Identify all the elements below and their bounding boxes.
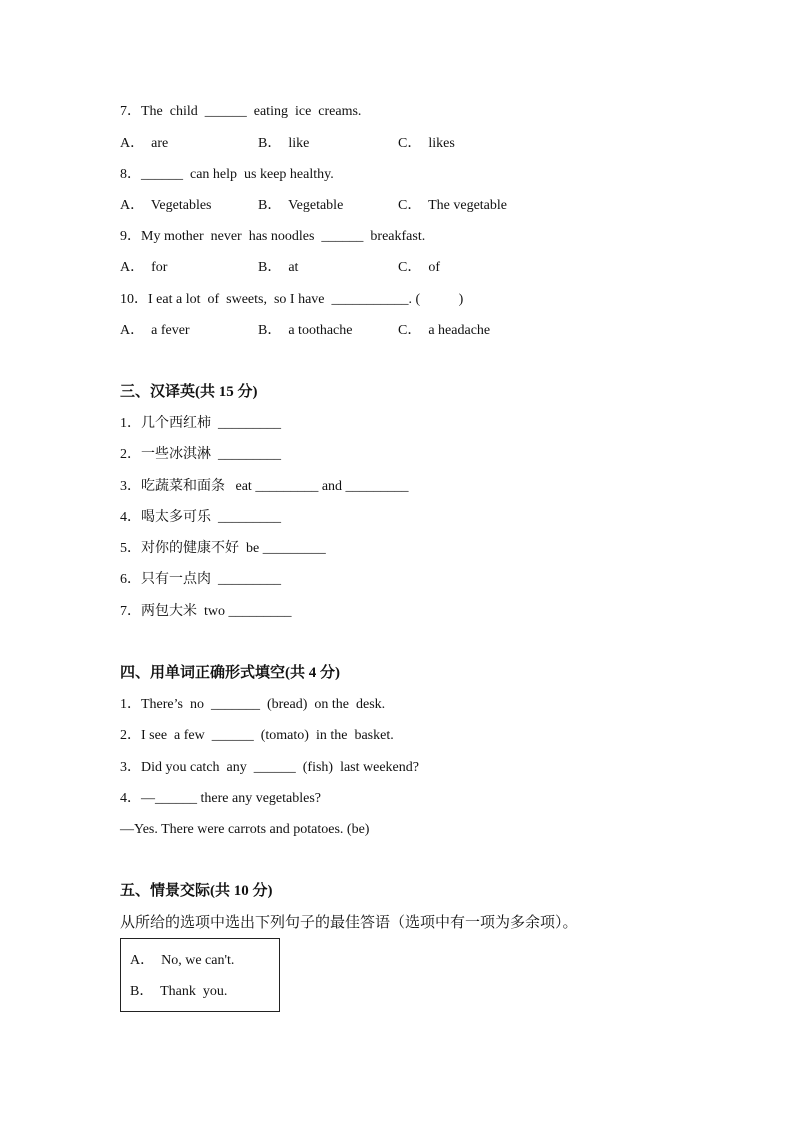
section-3-title: 三、汉译英(共 15 分) [120, 384, 258, 400]
q8-option-b: B． Vegetable [258, 198, 344, 213]
section-4-item-4: 4．—______ there any vegetables? [120, 791, 321, 806]
q9-option-a: A． for [120, 260, 168, 275]
section-5-title: 五、情景交际(共 10 分) [120, 883, 273, 899]
section-3-item-7: 7．两包大米 two _________ [120, 604, 292, 619]
section-3-item-4: 4．喝太多可乐 _________ [120, 510, 281, 525]
q7-option-c: C． likes [398, 136, 455, 151]
question-9: 9．My mother never has noodles ______ breakfast. [120, 229, 426, 244]
section-3-item-1: 1．几个西红柿 _________ [120, 416, 281, 431]
question-7: 7．The child ______ eating ice creams. [120, 104, 362, 119]
section-3-item-2: 2．一些冰淇淋 _________ [120, 447, 281, 462]
section-5-instruction: 从所给的选项中选出下列句子的最佳答语（选项中有一项为多余项）。 [120, 915, 578, 931]
q8-option-a: A． Vegetables [120, 198, 212, 213]
section-4-title: 四、用单词正确形式填空(共 4 分) [120, 665, 340, 681]
options-box [120, 938, 280, 1012]
section-3-item-6: 6．只有一点肉 _________ [120, 572, 281, 587]
q10-option-b: B． a toothache [258, 323, 353, 338]
section-4-item-1: 1．There’s no _______ (bread) on the desk. [120, 697, 386, 712]
section-4-item-4-answer: —Yes. There were carrots and potatoes. (be) [120, 822, 370, 837]
q7-option-b: B． like [258, 136, 310, 151]
question-8: 8．______ can help us keep healthy. [120, 167, 334, 182]
q9-option-b: B． at [258, 260, 299, 275]
question-10: 10．I eat a lot of sweets, so I have ___________. ( ) [120, 292, 464, 307]
q7-option-a: A． are [120, 136, 169, 151]
section-4-item-2: 2．I see a few ______ (tomato) in the basket. [120, 728, 394, 743]
section-3-item-5: 5．对你的健康不好 be _________ [120, 541, 326, 556]
q9-option-c: C． of [398, 260, 440, 275]
section-4-item-3: 3．Did you catch any ______ (fish) last weekend? [120, 760, 419, 775]
box-option-a: A． No, we can't. [130, 953, 235, 968]
q10-option-c: C． a headache [398, 323, 491, 338]
box-option-b: B． Thank you. [130, 984, 228, 999]
q10-option-a: A． a fever [120, 323, 190, 338]
section-3-item-3: 3．吃蔬菜和面条 eat _________ and _________ [120, 479, 409, 494]
q8-option-c: C． The vegetable [398, 198, 507, 213]
